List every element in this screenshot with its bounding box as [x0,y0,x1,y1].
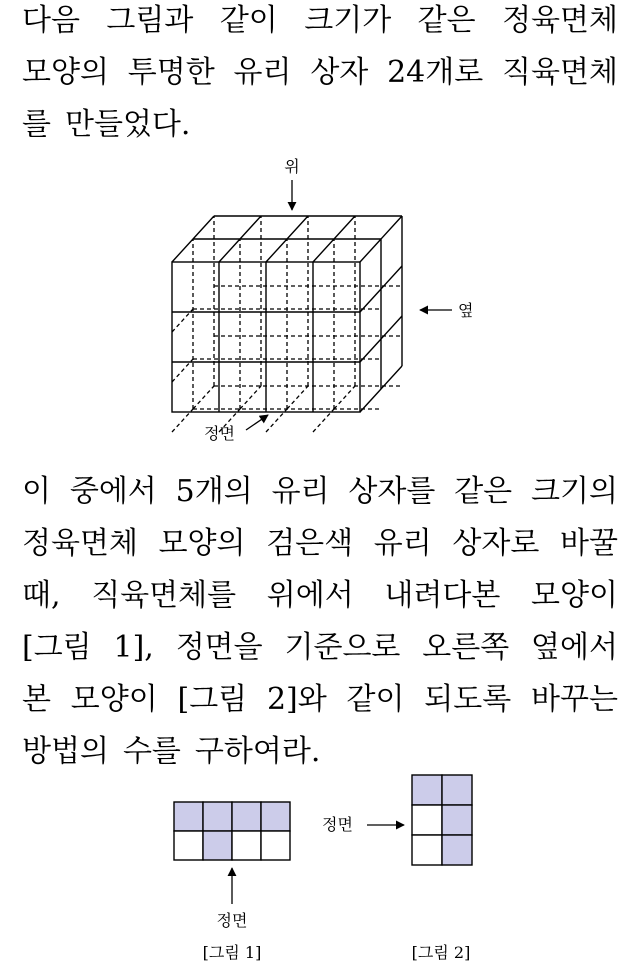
shaded-cell [412,775,442,805]
empty-cell [174,831,203,860]
figure1-front-label: 정면 [216,911,248,930]
svg-text:정면: 정면 [204,424,235,443]
text-line: 이 중에서 5개의 유리 상자를 같은 크기의 [22,474,618,509]
text-line: [그림 1], 정면을 기준으로 오른쪽 옆에서 [22,630,618,665]
problem-body [22,466,618,778]
svg-text:옆: 옆 [458,301,474,320]
text-line: 방법의 수를 구하여라. [22,734,321,769]
figure2-grid [412,775,472,865]
side-label [420,301,473,320]
figure2-caption: [그림 2] [411,943,471,962]
text-line: 모양의 투명한 유리 상자 24개로 직육면체 [22,55,618,90]
front-label [204,415,268,443]
text-line: 본 모양이 [그림 2]와 같이 되도록 바꾸는 [22,682,618,717]
shaded-cell [203,831,232,860]
text-line: 정육면체 모양의 검은색 유리 상자로 바꿀 [22,526,618,561]
figure1-caption: [그림 1] [202,943,262,962]
shaded-cell [442,835,472,865]
shaded-cell [232,802,261,831]
hidden-grid-lines [172,216,402,432]
empty-cell [261,831,290,860]
empty-cell [412,835,442,865]
text-line: 다음 그림과 같이 크기가 같은 정육면체 [22,3,618,38]
shaded-cell [442,775,472,805]
top-label [284,157,299,210]
svg-text:위: 위 [284,157,300,176]
text-line: 때, 직육면체를 위에서 내려다본 모양이 [22,578,618,613]
shaded-cell [261,802,290,831]
problem-intro [22,0,618,151]
cube-stack-figure [0,150,640,450]
text-line: 를 만들었다. [22,107,191,142]
figures-1-2 [0,768,640,974]
figure2-front-label: 정면 [322,815,353,834]
empty-cell [232,831,261,860]
empty-cell [412,805,442,835]
shaded-cell [442,805,472,835]
shaded-cell [203,802,232,831]
figure1-grid [174,802,290,860]
shaded-cell [174,802,203,831]
